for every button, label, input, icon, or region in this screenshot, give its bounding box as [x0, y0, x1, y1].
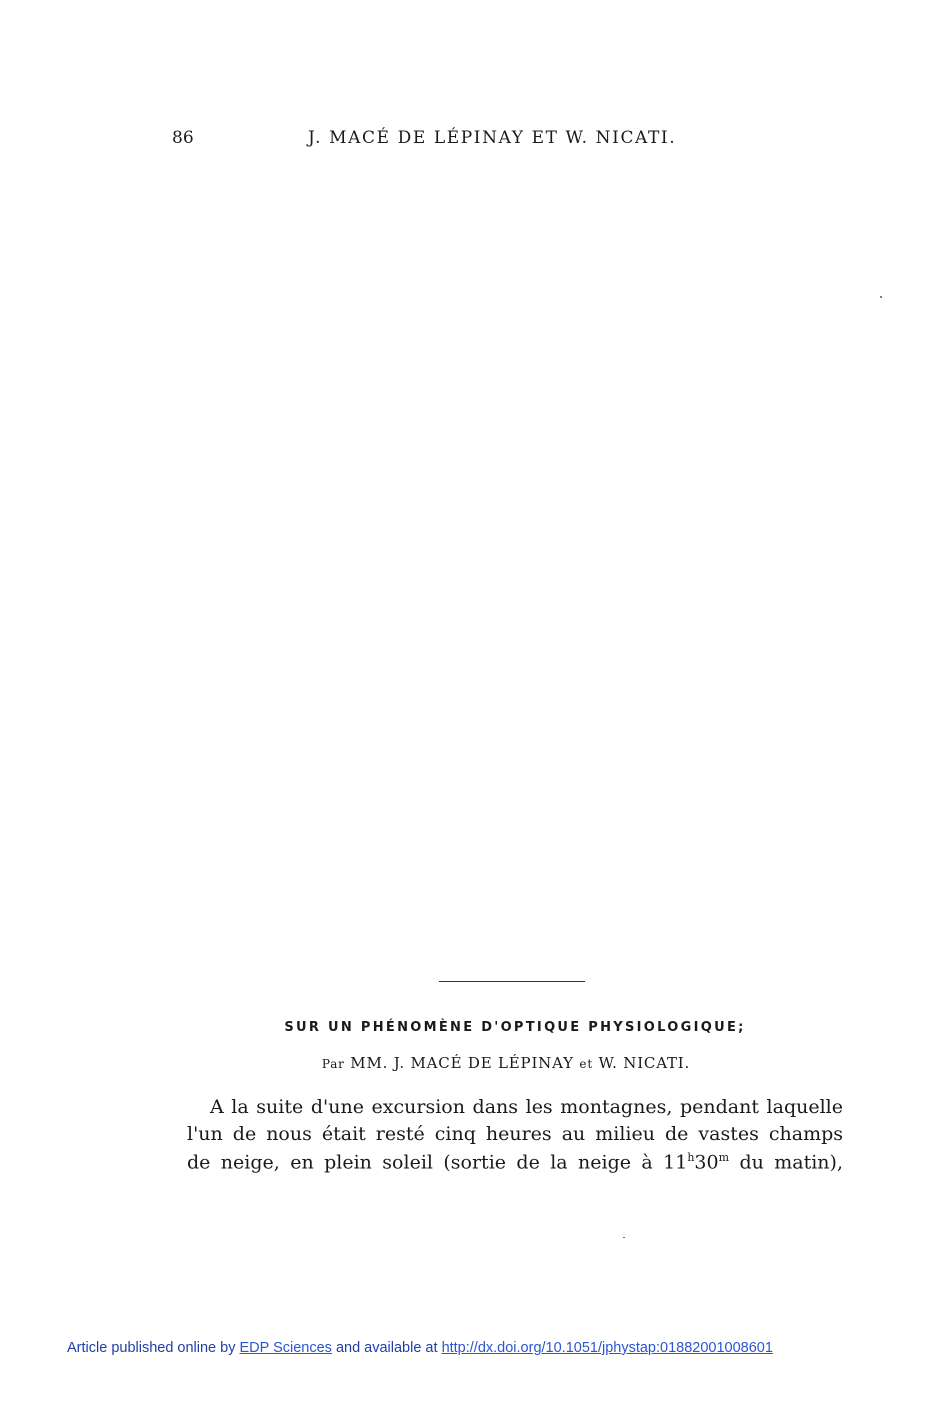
byline [0, 1054, 930, 1072]
byline-et: et [579, 1057, 593, 1071]
byline-first-author: MM. J. MACÉ DE LÉPINAY [350, 1054, 574, 1072]
body-line-2: l'un de nous était resté cinq heures au milieu de vastes champs [187, 1123, 843, 1145]
time-minutes: 30 [694, 1151, 719, 1174]
edp-sciences-link[interactable]: EDP Sciences [239, 1340, 332, 1356]
byline-prefix: Par [321, 1057, 345, 1071]
time-minute-mark: m [718, 1151, 730, 1164]
byline-second-author: W. NICATI. [598, 1054, 691, 1072]
speck [880, 296, 882, 298]
body-line-3-start: de neige, en plein soleil (sortie de la neige à 11 [187, 1151, 688, 1174]
separator-rule [439, 981, 585, 982]
speck [623, 1237, 625, 1238]
footer-prefix: Article published online by [67, 1340, 240, 1356]
footer-citation [67, 1340, 773, 1356]
page-number: 86 [172, 128, 194, 148]
time-hour-mark: h [687, 1151, 695, 1164]
article-title: SUR UN PHÉNOMÈNE D'OPTIQUE PHYSIOLOGIQUE; [284, 1020, 746, 1035]
body-line-1: A la suite d'une excursion dans les montagnes, pendant laquelle [210, 1096, 843, 1118]
doi-link[interactable]: http://dx.doi.org/10.1051/jphystap:01882001008601 [441, 1340, 773, 1356]
body-line-3 [187, 1151, 843, 1173]
running-head: J. MACÉ DE LÉPINAY ET W. NICATI. [308, 128, 677, 148]
footer-middle: and available at [331, 1340, 442, 1356]
body-line-3-end: du matin), [729, 1151, 843, 1174]
